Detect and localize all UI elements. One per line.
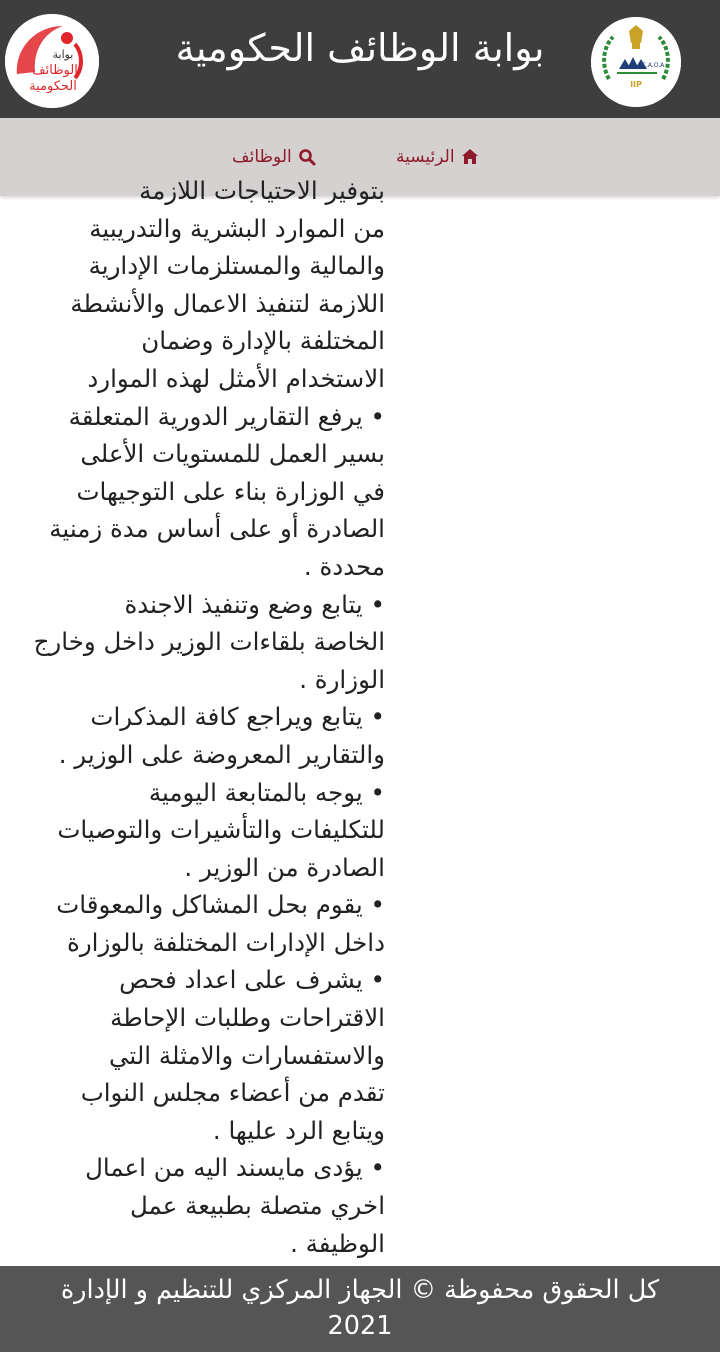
text-line: الوزارة .	[299, 664, 385, 694]
text-line: الصادرة أو على أساس مدة زمنية	[49, 514, 385, 544]
search-icon	[298, 148, 316, 166]
text-line: الخاصة بلقاءات الوزير داخل وخارج	[33, 627, 385, 657]
text-line: • يقوم بحل المشاكل والمعوقات	[56, 890, 385, 920]
text-line: اللازمة لتنفيذ الاعمال والأنشطة	[70, 288, 385, 318]
text-line: الصادرة من الوزير .	[184, 852, 385, 882]
text-line: اخري متصلة بطبيعة عمل	[129, 1191, 385, 1221]
text-line: • يشرف على اعداد فحص	[119, 965, 385, 995]
text-line: والمالية والمستلزمات الإدارية	[88, 251, 385, 281]
text-line: الوظيفة .	[290, 1228, 385, 1258]
text-line: محددة .	[303, 551, 385, 581]
text-line: في الوزارة بناء على التوجيهات	[76, 476, 385, 506]
caoa-emblem[interactable]	[591, 17, 681, 107]
job-description-content	[0, 176, 720, 1266]
job-duties-text	[25, 172, 385, 1262]
text-line: • يوجه بالمتابعة اليومية	[148, 777, 385, 807]
copyright-footer	[0, 1266, 720, 1352]
text-line: بسير العمل للمستويات الأعلى	[80, 439, 385, 469]
text-line: • يتابع ويراجع كافة المذكرات	[90, 702, 385, 732]
text-line: المختلفة بالإدارة وضمان	[141, 326, 385, 356]
nav-home-label: الرئيسية	[396, 147, 455, 167]
text-line: تقدم من أعضاء مجلس النواب	[80, 1078, 385, 1108]
text-line: الاستخدام الأمثل لهذه الموارد	[87, 363, 385, 393]
text-line: داخل الإدارات المختلفة بالوزارة	[67, 927, 385, 957]
app-header	[0, 0, 720, 118]
text-line: • يؤدى مايسند اليه من اعمال	[85, 1153, 385, 1183]
emblem-acronym: C.A.O.A	[641, 62, 665, 69]
text-line: الاقتراحات وطلبات الإحاطة	[110, 1003, 385, 1033]
caoa-emblem-icon	[591, 17, 681, 107]
logo-word-3: الحكومية	[29, 79, 77, 94]
text-line: والتقارير المعروضة على الوزير .	[58, 739, 385, 769]
text-line: • يتابع وضع وتنفيذ الاجندة	[124, 589, 385, 619]
text-line: للتكليفات والتأشيرات والتوصيات	[57, 815, 385, 845]
home-icon	[461, 148, 479, 166]
text-line: • يرفع التقارير الدورية المتعلقة	[68, 401, 385, 431]
jobs-portal-logo-icon	[5, 14, 99, 108]
text-line: من الموارد البشرية والتدريبية	[89, 213, 385, 243]
page-title: بوابة الوظائف الحكومية	[175, 26, 545, 70]
logo-word-1: بوابة	[52, 48, 74, 61]
text-line: ويتابع الرد عليها .	[212, 1115, 385, 1145]
jobs-portal-logo[interactable]	[5, 14, 99, 108]
logo-word-2: الوظائف	[32, 63, 78, 78]
nav-item-home[interactable]	[396, 144, 479, 170]
copyright-text: كل الحقوق محفوظة © الجهاز المركزي للتنظيم و الإدارة 2021	[60, 1275, 660, 1341]
emblem-iip: IIP	[630, 80, 642, 89]
nav-jobs-label: الوظائف	[232, 147, 292, 167]
text-line: والاستفسارات والامثلة التي	[109, 1040, 385, 1070]
nav-item-jobs[interactable]	[232, 144, 316, 170]
text-line: بتوفير الاحتياجات اللازمة	[139, 176, 385, 205]
